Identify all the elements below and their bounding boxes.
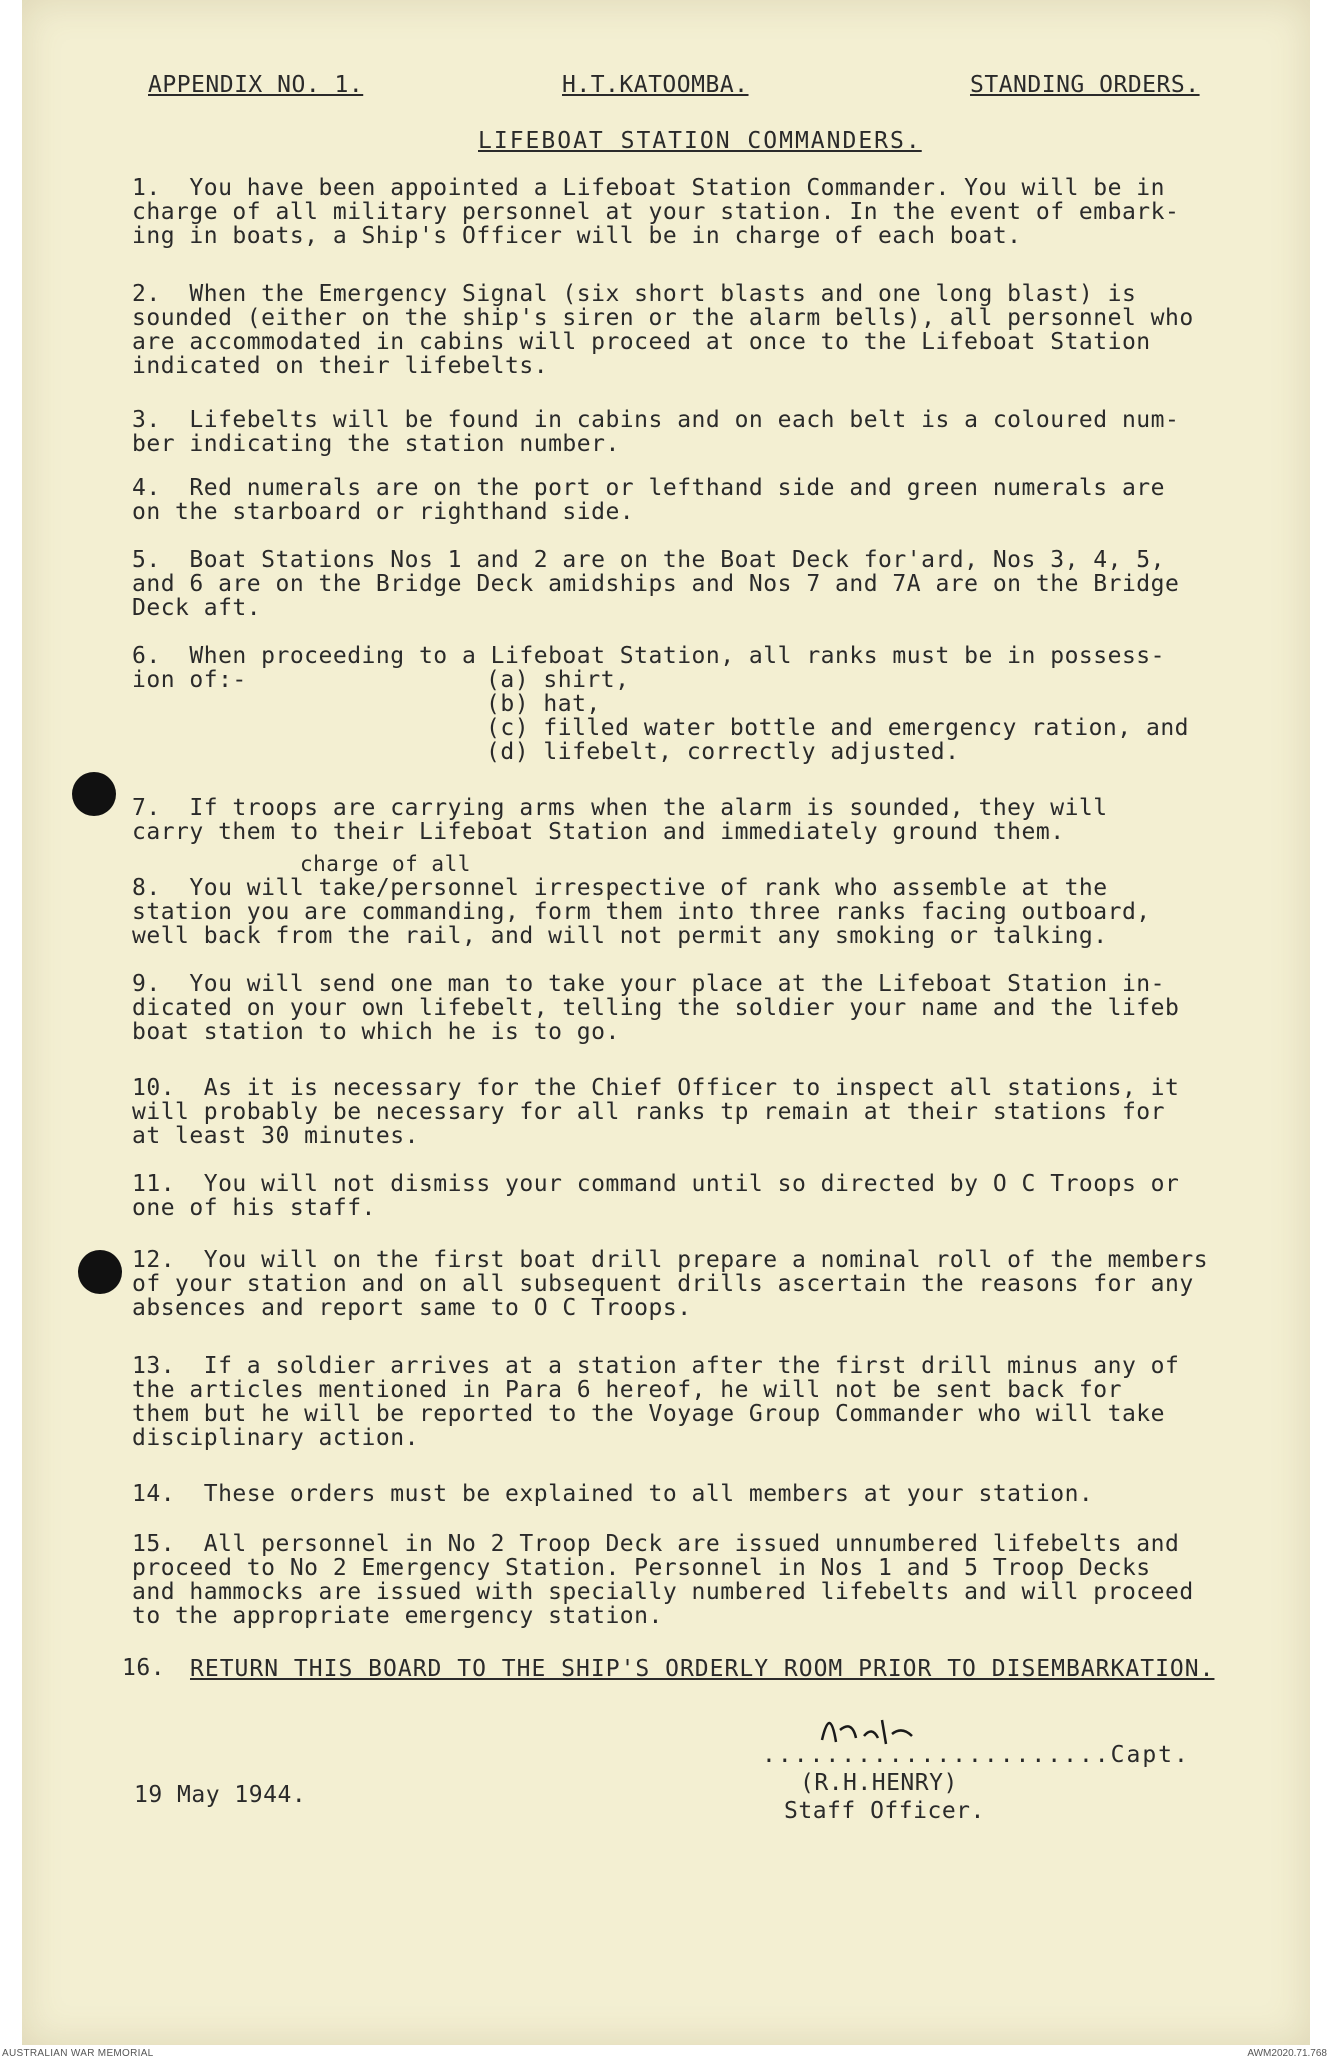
order-item-15: 15. All personnel in No 2 Troop Deck are issued unnumbered lifebelts and proceed to No 2 Emergency Station. Personnel in Nos 1 and 5 Troop Decks and hammocks are issued with specially numbered lifebelts and will proceed to the appropriate emergency station.: [132, 1531, 1194, 1629]
page-title: LIFEBOAT STATION COMMANDERS.: [478, 128, 922, 154]
order-item-11: 11. You will not dismiss your command until so directed by O C Troops or one of his staff.: [132, 1171, 1180, 1221]
order-item-7: 7. If troops are carrying arms when the alarm is sounded, they will carry them to their Lifeboat Station and immediately ground them.: [132, 795, 1108, 845]
order-item-10: 10. As it is necessary for the Chief Officer to inspect all stations, it will probably be necessary for all ranks tp remain at their stations for at least 30 minutes.: [132, 1075, 1180, 1149]
order-item-14: 14. These orders must be explained to all members at your station.: [132, 1481, 1094, 1507]
order-item-5: 5. Boat Stations Nos 1 and 2 are on the Boat Deck for'ard, Nos 3, 4, 5, and 6 are on the Bridge Deck amidships and Nos 7 and 7A are on the Bridge Deck aft.: [132, 547, 1180, 621]
document-date: 19 May 1944.: [134, 1782, 307, 1808]
signature-line: ......................Capt.: [762, 1742, 1190, 1768]
archive-reference: AWM2020.71.768: [1247, 2048, 1327, 2059]
item-6-sub-b: (b) hat,: [486, 691, 601, 717]
item-6-sub-c: (c) filled water bottle and emergency ration, and: [486, 715, 1190, 741]
order-item-8: 8. You will take/personnel irrespective of rank who assemble at the station you are commanding, form them into three ranks facing outboard, well back from the rail, and will not permit any smoking or talking.: [132, 875, 1151, 949]
order-item-13: 13. If a soldier arrives at a station after the first drill minus any of the articles mentioned in Para 6 hereof, he will not be sent back for them but he will be reported to the Voyage Group Commander who will take disciplinary action.: [132, 1353, 1180, 1451]
appendix-label: APPENDIX NO. 1.: [148, 72, 364, 98]
handwritten-insert: charge of all: [300, 852, 471, 876]
order-item-4: 4. Red numerals are on the port or lefthand side and green numerals are on the starboard or righthand side.: [132, 475, 1165, 525]
order-item-1: 1. You have been appointed a Lifeboat Station Commander. You will be in charge of all military personnel at your station. In the event of embark- ing in boats, a Ship's Officer will be in charge of each boat.: [132, 175, 1180, 249]
order-item-16-number: 16.: [122, 1655, 166, 1681]
order-item-9: 9. You will send one man to take your place at the Lifeboat Station in- dicated on your own lifebelt, telling the soldier your name and the lifeb boat station to which he is to go.: [132, 971, 1180, 1045]
order-item-6: 6. When proceeding to a Lifeboat Station, all ranks must be in possess- ion of:-: [132, 643, 1165, 693]
document-body: [22, 0, 1310, 2045]
item-6-sub-a: (a) shirt,: [486, 667, 630, 693]
order-item-2: 2. When the Emergency Signal (six short blasts and one long blast) is sounded (either on the ship's siren or the alarm bells), all personnel who are accommodated in cabins will proceed at once to the Lifeboat Station indicated on their lifebelts.: [132, 281, 1194, 379]
order-item-3: 3. Lifebelts will be found in cabins and on each belt is a coloured num- ber indicating the station number.: [132, 407, 1180, 457]
order-item-16-text: RETURN THIS BOARD TO THE SHIP'S ORDERLY ROOM PRIOR TO DISEMBARKATION.: [190, 1656, 1215, 1682]
signatory-title: Staff Officer.: [784, 1798, 985, 1824]
ship-name: H.T.KATOOMBA.: [562, 72, 749, 98]
item-6-sub-d: (d) lifebelt, correctly adjusted.: [486, 739, 960, 765]
signatory-name: (R.H.HENRY): [800, 1770, 958, 1796]
standing-orders-label: STANDING ORDERS.: [970, 72, 1200, 98]
archive-credit: AUSTRALIAN WAR MEMORIAL: [2, 2048, 154, 2059]
document-paper: [22, 0, 1310, 2045]
order-item-12: 12. You will on the first boat drill prepare a nominal roll of the members of your station and on all subsequent drills ascertain the reasons for any absences and report same to O C Troops.: [132, 1247, 1209, 1321]
item-6-sublist: [486, 668, 1189, 764]
